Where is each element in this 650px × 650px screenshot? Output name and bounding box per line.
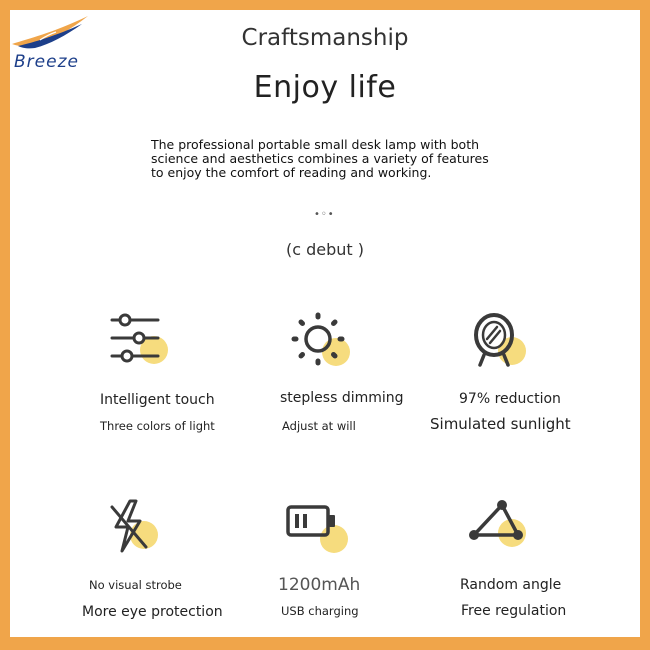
feature-subtitle: Simulated sunlight bbox=[430, 415, 571, 433]
no-flash-icon bbox=[104, 497, 164, 557]
feature-no-visual-strobe bbox=[82, 495, 222, 625]
feature-title: No visual strobe bbox=[89, 578, 182, 592]
feature-subtitle: Adjust at will bbox=[282, 419, 356, 433]
dots-separator: •◦• bbox=[314, 209, 335, 220]
intro-line: science and aesthetics combines a variety of features bbox=[151, 151, 489, 166]
feature-97-reduction bbox=[430, 305, 580, 445]
feature-battery bbox=[278, 495, 388, 625]
intro-text bbox=[151, 138, 511, 180]
feature-title: 97% reduction bbox=[459, 391, 561, 407]
feature-subtitle: Free regulation bbox=[461, 603, 567, 619]
intro-line: to enjoy the comfort of reading and working. bbox=[151, 165, 432, 180]
feature-random-angle bbox=[460, 495, 580, 625]
intro-line: The professional portable small desk lamp with both bbox=[151, 137, 480, 152]
feature-subtitle: USB charging bbox=[281, 604, 359, 618]
battery-icon bbox=[284, 499, 352, 559]
headline: Enjoy life bbox=[253, 70, 397, 105]
feature-title: stepless dimming bbox=[280, 390, 404, 406]
feature-title: 1200mAh bbox=[278, 575, 361, 595]
feature-subtitle: Three colors of light bbox=[100, 419, 215, 433]
brand-name: Breeze bbox=[14, 52, 79, 72]
sun-icon bbox=[288, 309, 358, 373]
debut-label: (c debut ) bbox=[285, 240, 365, 259]
feature-subtitle: More eye protection bbox=[82, 604, 223, 620]
feature-intelligent-touch bbox=[100, 305, 220, 445]
angle-icon bbox=[466, 495, 534, 555]
sliders-icon bbox=[108, 310, 170, 372]
feature-title: Intelligent touch bbox=[100, 392, 215, 408]
feature-title: Random angle bbox=[460, 577, 562, 593]
mirror-icon bbox=[468, 309, 532, 373]
feature-stepless-dimming bbox=[280, 305, 410, 445]
section-title: Craftsmanship bbox=[241, 25, 409, 51]
